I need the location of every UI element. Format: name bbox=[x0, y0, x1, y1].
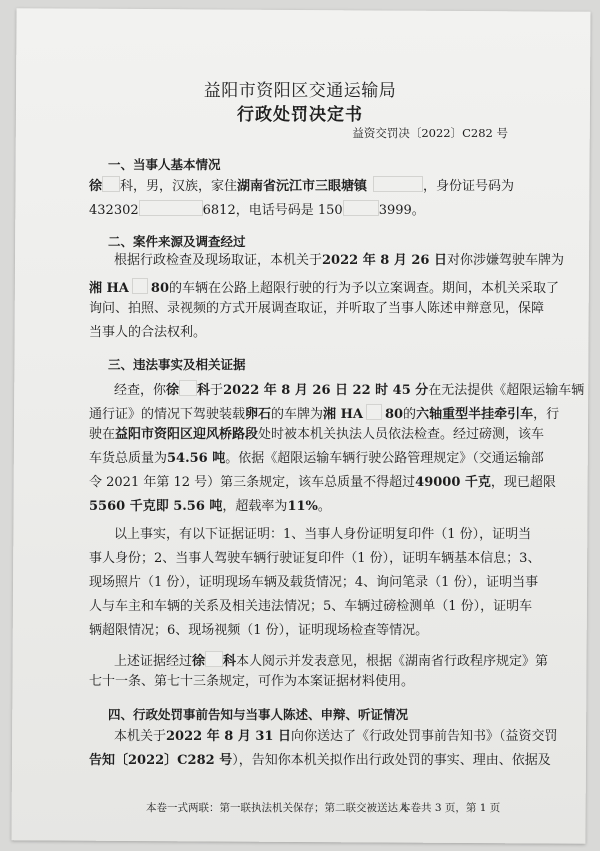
party-info-line-1: 徐 科，男，汉族，家住湖南省沅江市三眼塘镇 ，身份证号码为 bbox=[89, 176, 514, 193]
evidence-conclusion-line-1: 上述证据经过徐 科本人阅示并发表意见，根据《湖南省行政程序规定》第 bbox=[114, 651, 548, 668]
section-1-title: 一、当事人基本情况 bbox=[108, 157, 221, 172]
evidence-line-4: 人与车主和车辆的关系及相关违法情况；5、车辆过磅检测单（1 份），证明车 bbox=[89, 599, 533, 614]
case-source-line-4: 当事人的合法权利。 bbox=[89, 325, 207, 340]
facts-line-2: 通行证》的情况下驾驶装载卵石的车牌为湘 HA 80的六轴重型半挂牵引车，行 bbox=[89, 404, 559, 421]
section-3-title: 三、违法事实及相关证据 bbox=[108, 357, 246, 372]
document-number: 益资交罚决〔2022〕C282 号 bbox=[352, 126, 508, 140]
redaction-box bbox=[205, 651, 223, 667]
redaction-box bbox=[343, 200, 379, 216]
facts-line-5: 令 2021 年第 12 号）第三条规定，该车总质量不得超过49000 千克，现已超限 bbox=[89, 475, 556, 490]
facts-line-6: 5560 千克即 5.56 吨，超载率为11%。 bbox=[89, 499, 331, 514]
redaction-box bbox=[373, 176, 423, 192]
evidence-line-5: 辆超限情况；6、现场视频（1 份），证明现场检查等情况。 bbox=[89, 623, 429, 638]
redaction-box bbox=[132, 278, 148, 294]
redaction-box bbox=[179, 380, 197, 396]
facts-line-1: 经查，你徐 科于2022 年 8 月 26 日 22 时 45 分在无法提供《超限运输车辆 bbox=[114, 380, 584, 397]
evidence-line-1: 以上事实，有以下证据证明：1、当事人身份证明复印件（1 份），证明当 bbox=[114, 527, 532, 542]
notice-line-2: 告知〔2022〕C282 号），告知你本机关拟作出行政处罚的事实、理由、依据及 bbox=[89, 753, 551, 768]
document-title: 行政处罚决定书 bbox=[237, 105, 363, 125]
evidence-conclusion-line-2: 七十一条、第七十三条规定，可作为本案证据材料使用。 bbox=[89, 674, 415, 689]
case-source-line-3: 询问、拍照、录视频的方式开展调查取证，并听取了当事人陈述申辩意见，保障 bbox=[89, 301, 545, 316]
facts-line-3: 驶在益阳市资阳区迎风桥路段处时被本机关执法人员依法检查。经过磅测，该车 bbox=[89, 427, 545, 442]
section-4-title: 四、行政处罚事前告知与当事人陈述、申辩、听证情况 bbox=[108, 707, 409, 722]
case-source-line-1: 根据行政检查及现场取证，本机关于2022 年 8 月 26 日对你涉嫌驾驶车牌为 bbox=[114, 253, 564, 268]
evidence-line-2: 事人身份；2、当事人驾驶车辆行驶证复印件（1 份），证明车辆基本信息；3、 bbox=[89, 551, 541, 566]
notice-line-1: 本机关于2022 年 8 月 31 日向你送达了《行政处罚事前告知书》（益资交罚 bbox=[114, 729, 558, 744]
redaction-box bbox=[366, 404, 382, 420]
case-source-line-2: 湘 HA 80的车辆在公路上超限行驶的行为予以立案调查。期间，本机关采取了 bbox=[89, 278, 559, 295]
footer-copies-note: 本卷一式两联：第一联执法机关保存；第二联交被送达人 bbox=[146, 802, 409, 814]
evidence-line-3: 现场照片（1 份），证明现场车辆及载货情况；4、询问笔录（1 份），证明当事 bbox=[89, 575, 539, 590]
redaction-box bbox=[139, 200, 203, 216]
party-info-line-2: 432302 6812，电话号码是 150 3999。 bbox=[89, 200, 425, 217]
footer-page-number: 本卷共 3 页，第 1 页 bbox=[400, 802, 501, 814]
issuing-authority: 益阳市资阳区交通运输局 bbox=[203, 81, 397, 101]
facts-line-4: 车货总质量为54.56 吨。依据《超限运输车辆行驶公路管理规定》（交通运输部 bbox=[89, 451, 544, 466]
section-2-title: 二、案件来源及调查经过 bbox=[108, 234, 246, 249]
redaction-box bbox=[102, 176, 120, 192]
